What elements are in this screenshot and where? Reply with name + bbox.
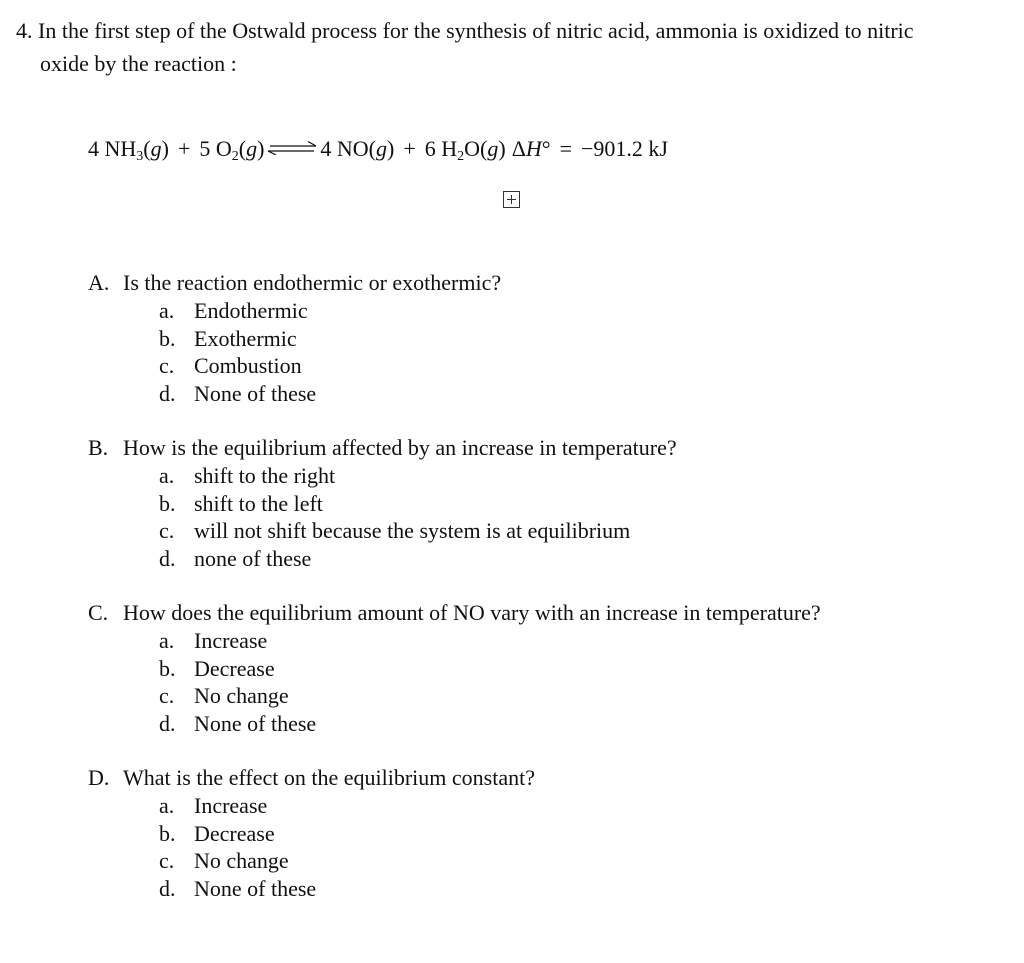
reaction-equation	[88, 136, 668, 165]
option-letter: a.	[159, 463, 175, 488]
option-text: None of these	[194, 710, 317, 736]
expand-plus-icon[interactable]	[503, 191, 520, 208]
option-letter: a.	[159, 793, 175, 818]
question-c	[88, 599, 821, 737]
option-a[interactable]	[159, 792, 535, 820]
option-letter: c.	[159, 683, 175, 709]
eq-t11: 4 NO(	[320, 136, 377, 161]
question-a	[88, 269, 501, 407]
eq-product-1	[320, 136, 394, 162]
eq-plus-2: +	[403, 136, 416, 161]
question-prompt: How is the equilibrium affected by an increase in temperature?	[123, 435, 677, 460]
option-text: will not shift because the system is at equilibrium	[194, 518, 631, 544]
eq-plus-1: +	[177, 136, 191, 161]
option-letter: c.	[159, 848, 175, 874]
eq-t10: )	[257, 136, 265, 161]
question-letter: C.	[88, 600, 109, 625]
option-text: None of these	[194, 380, 317, 406]
option-d[interactable]	[159, 545, 677, 573]
option-text: None of these	[194, 875, 317, 901]
question-d	[88, 764, 535, 902]
option-letter: d.	[159, 875, 176, 901]
option-text: No change	[194, 848, 289, 874]
option-letter: d.	[159, 710, 176, 736]
option-d[interactable]	[159, 380, 501, 408]
eq-h: H	[525, 136, 542, 161]
eq-t13: )	[387, 136, 395, 161]
question-prompt: Is the reaction endothermic or exothermic?	[123, 270, 502, 295]
option-b[interactable]	[159, 655, 821, 683]
eq-t14: 6 H	[424, 136, 458, 161]
problem-line-2: oxide by the reaction :	[40, 51, 237, 76]
question-letter: B.	[88, 435, 109, 460]
option-letter: c.	[159, 353, 175, 379]
eq-degree: °	[541, 136, 551, 161]
option-c[interactable]	[159, 847, 535, 875]
eq-t8: (	[238, 136, 247, 161]
option-text: No change	[194, 683, 289, 709]
eq-t18: )	[498, 136, 506, 161]
option-c[interactable]	[159, 517, 677, 545]
option-a[interactable]	[159, 297, 501, 325]
options-list	[159, 462, 677, 572]
option-text: shift to the right	[194, 463, 336, 488]
eq-t1: 4 NH	[88, 136, 137, 161]
option-letter: b.	[159, 490, 176, 516]
eq-t15: 2	[457, 149, 465, 164]
eq-enthalpy-value: −901.2 kJ	[580, 136, 668, 161]
eq-reactant-2	[199, 136, 264, 165]
option-d[interactable]	[159, 710, 821, 738]
option-letter: b.	[159, 325, 176, 351]
eq-t5: )	[161, 136, 169, 161]
eq-t4: g	[150, 136, 162, 161]
option-letter: c.	[159, 518, 175, 544]
option-d[interactable]	[159, 875, 535, 903]
eq-t7: 2	[231, 149, 239, 164]
eq-product-2	[425, 136, 506, 165]
option-letter: d.	[159, 380, 176, 406]
problem-statement	[16, 14, 1006, 80]
eq-equals: =	[559, 136, 572, 161]
options-list	[159, 792, 535, 902]
problem-line-1: 4. In the first step of the Ostwald process for the synthesis of nitric acid, ammonia is oxidized to nitric	[16, 18, 914, 43]
eq-enthalpy	[512, 136, 551, 162]
option-b[interactable]	[159, 490, 677, 518]
option-a[interactable]	[159, 462, 677, 490]
eq-t3: (	[143, 136, 151, 161]
eq-t2: 3	[136, 149, 144, 164]
option-text: Decrease	[194, 820, 275, 846]
option-text: Decrease	[194, 655, 275, 681]
equilibrium-arrow-icon	[266, 141, 318, 155]
option-text: shift to the left	[194, 490, 323, 516]
option-a[interactable]	[159, 627, 821, 655]
question-text	[88, 269, 501, 297]
option-b[interactable]	[159, 820, 535, 848]
options-list	[159, 297, 501, 407]
option-letter: b.	[159, 655, 176, 681]
option-text: Endothermic	[194, 298, 308, 323]
option-letter: a.	[159, 628, 175, 653]
option-text: none of these	[194, 545, 312, 571]
eq-t16: O(	[464, 136, 488, 161]
eq-t12: g	[376, 136, 388, 161]
option-c[interactable]	[159, 352, 501, 380]
option-letter: a.	[159, 298, 175, 323]
option-text: Increase	[194, 628, 268, 653]
option-text: Exothermic	[194, 325, 297, 351]
option-text: Increase	[194, 793, 268, 818]
eq-t17: g	[487, 136, 499, 161]
eq-t6: 5 O	[199, 136, 232, 161]
eq-reactant-1	[88, 136, 169, 165]
options-list	[159, 627, 821, 737]
question-text	[88, 599, 821, 627]
question-letter: A.	[88, 270, 110, 295]
option-letter: d.	[159, 545, 176, 571]
option-text: Combustion	[194, 353, 302, 379]
option-letter: b.	[159, 820, 176, 846]
option-b[interactable]	[159, 325, 501, 353]
eq-delta: Δ	[511, 136, 526, 161]
question-prompt: What is the effect on the equilibrium constant?	[123, 765, 535, 790]
question-prompt: How does the equilibrium amount of NO vary with an increase in temperature?	[123, 600, 821, 625]
question-text	[88, 764, 535, 792]
eq-t9: g	[246, 136, 258, 161]
question-letter: D.	[88, 765, 110, 790]
question-b	[88, 434, 677, 572]
question-text	[88, 434, 677, 462]
option-c[interactable]	[159, 682, 821, 710]
